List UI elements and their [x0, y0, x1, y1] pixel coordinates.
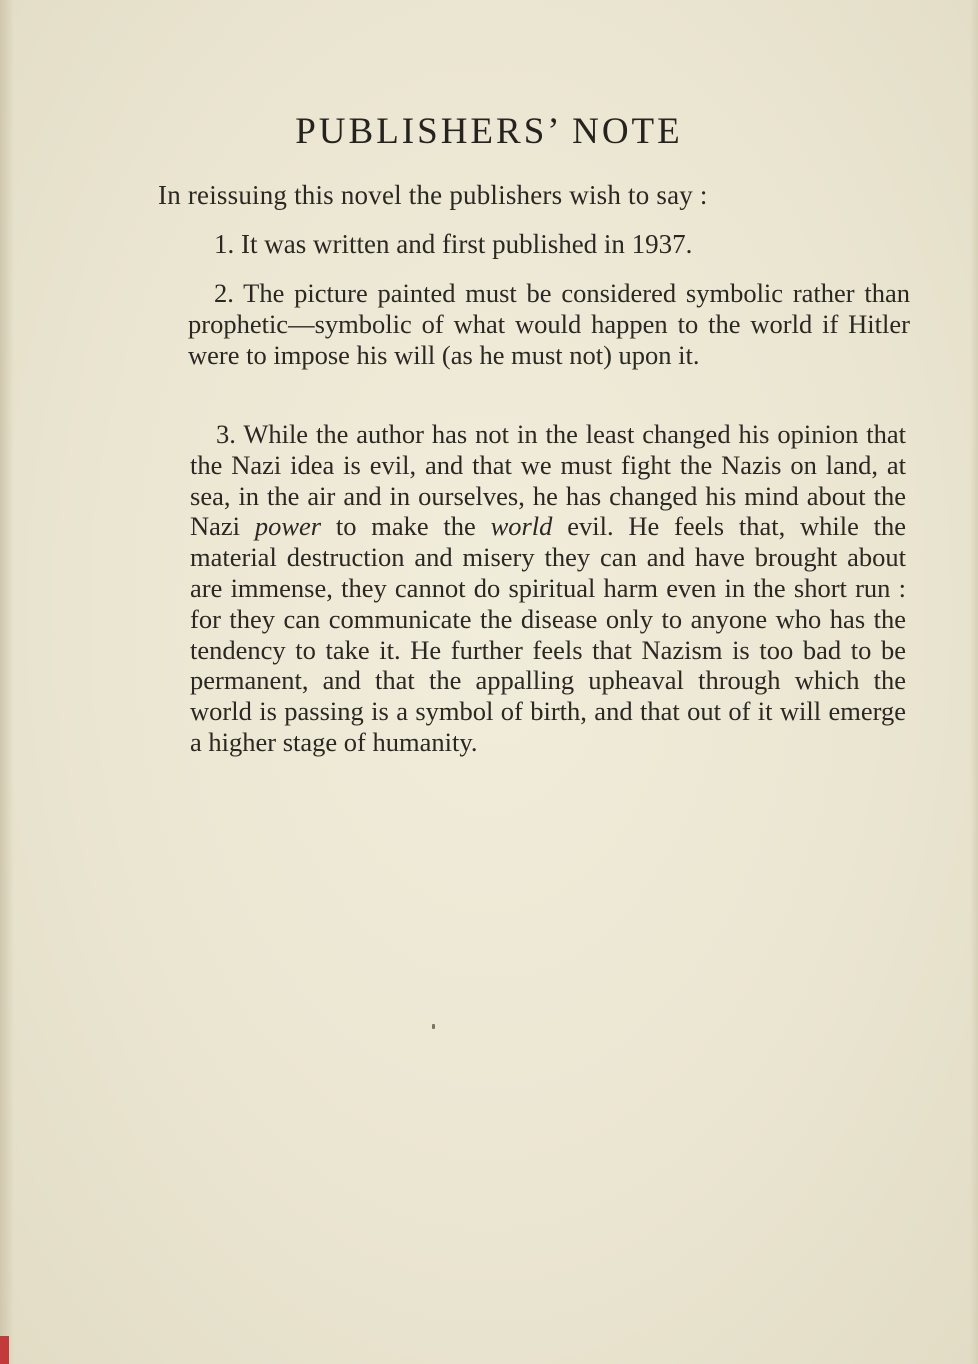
- emphasis-world: world: [490, 511, 553, 542]
- note-item-3-text-b: to make the: [321, 511, 491, 542]
- note-item-2: [188, 278, 910, 370]
- page-gutter-shadow: [0, 0, 14, 1364]
- intro-text: In reissuing this novel the publishers wish to say :: [158, 180, 708, 210]
- emphasis-power: power: [254, 511, 322, 542]
- page-title: PUBLISHERS’ NOTE: [295, 111, 683, 152]
- note-item-1: 1. It was written and first published in 1937.: [214, 229, 693, 259]
- ink-speck: [432, 1024, 435, 1029]
- note-item-3-text-a: 3. While the author has not in the least changed his opinion that the Nazi idea is evil, and that we must fight the Nazis on land, at sea, in the air and in ourselves, he has changed his mind about the Nazi: [190, 419, 906, 542]
- page-edge-shadow: [970, 0, 978, 1364]
- note-item-2-text: 2. The picture painted must be considered symbolic rather than prophetic—symbolic of what would happen to the world if Hitler were to impose his will (as he must not) upon it.: [188, 278, 910, 370]
- red-cover-edge: [0, 1336, 9, 1364]
- note-item-3: [190, 419, 906, 758]
- note-item-3-text-c: evil. He feels that, while the material destruction and misery they can and have brought about are immense, they cannot do spiritual harm even in the short run : for they can communicate the disease only to anyone who has the tendency to take it. He further feels that Nazism is too bad to be permanent, and that the appalling upheaval through which the world is passing is a symbol of birth, and that out of it will emerge a higher stage of humanity.: [190, 511, 906, 757]
